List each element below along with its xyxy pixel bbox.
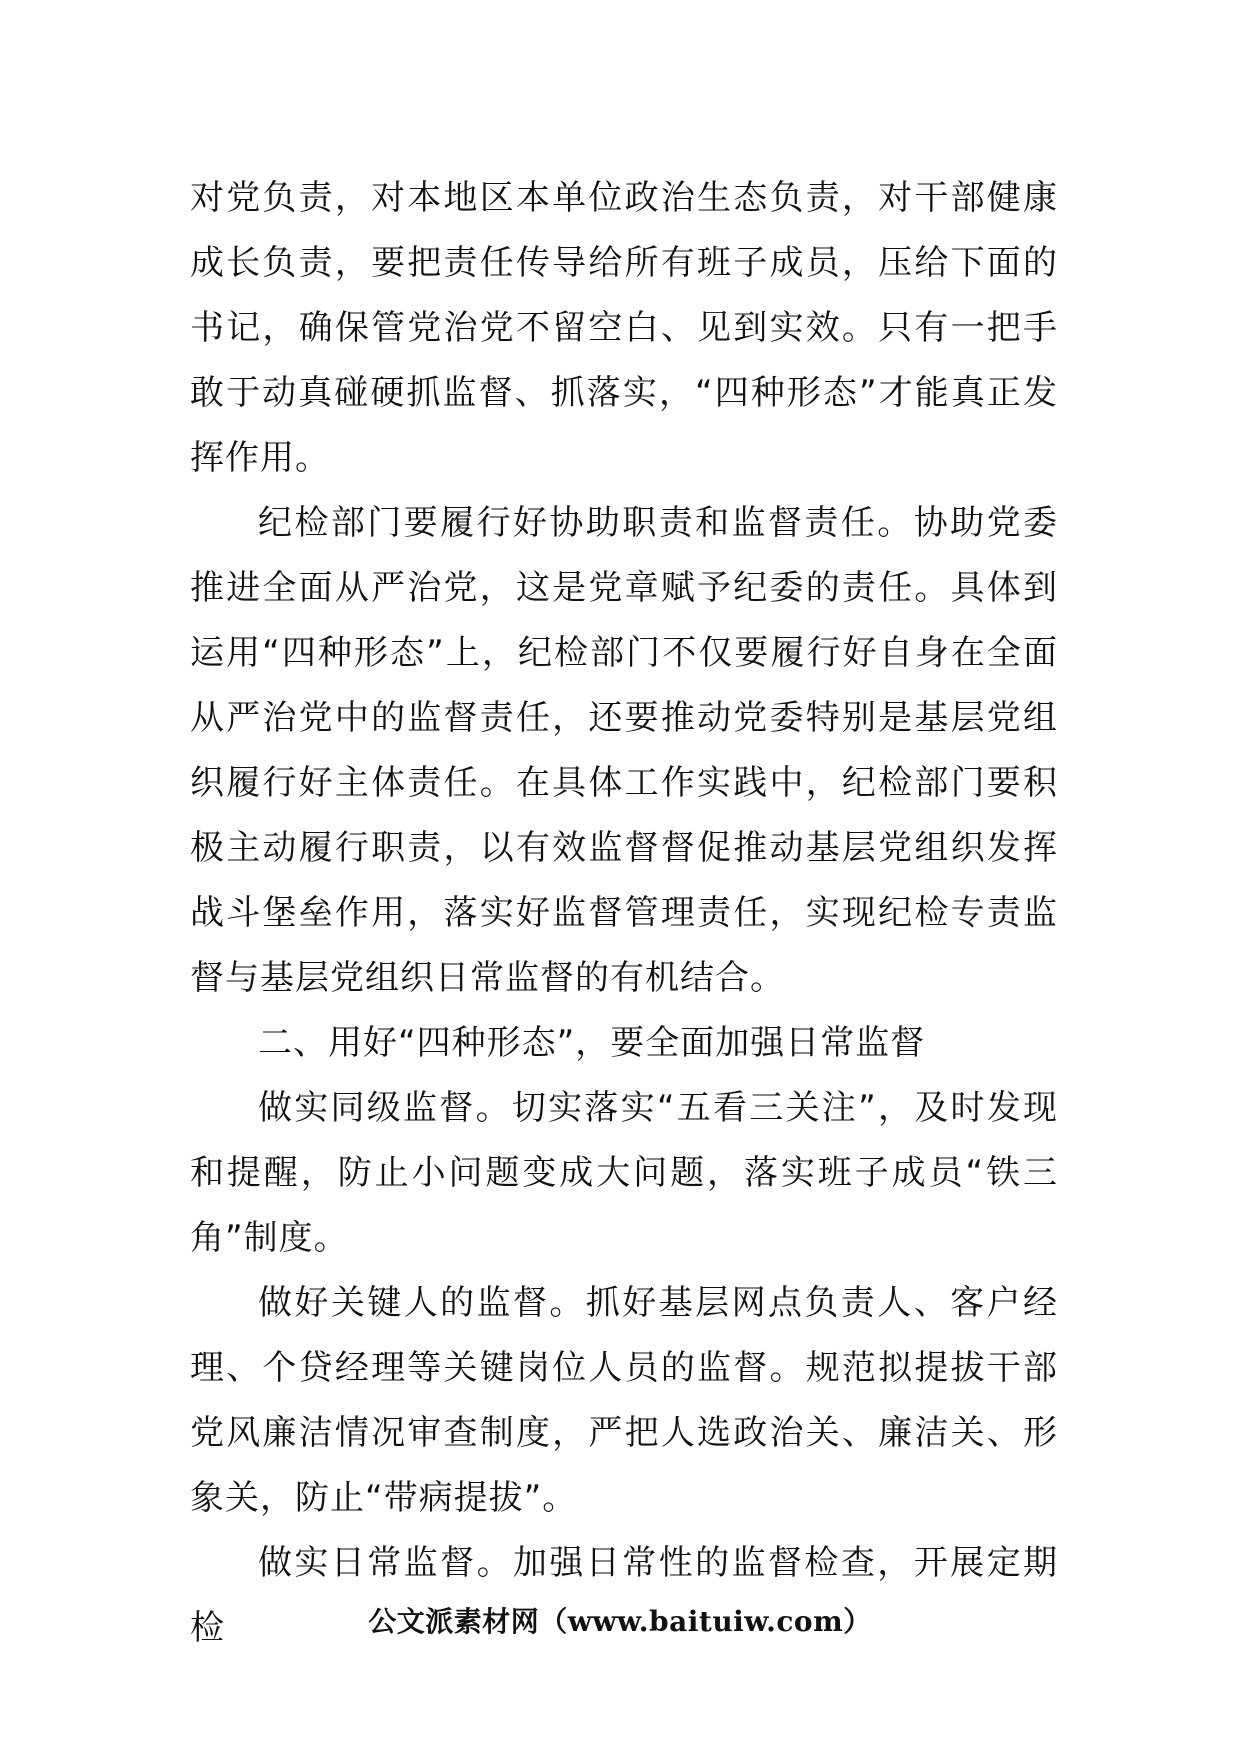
paragraph-3: 做实同级监督。切实落实“五看三关注”，及时发现和提醒，防止小问题变成大问题，落实班子成员“铁三角”制度。 [190, 1088, 1058, 1258]
paragraph-5: 做实日常监督。加强日常性的监督检查，开展定期检 [190, 1543, 1058, 1648]
section-heading: 二、用好“四种形态”，要全面加强日常监督 [258, 1023, 926, 1063]
document-body [190, 166, 1058, 1661]
paragraph-4: 做好关键人的监督。抓好基层网点负责人、客户经理、个贷经理等关键岗位人员的监督。规范拟提拔干部党风廉洁情况审查制度，严把人选政治关、廉洁关、形象关，防止“带病提拔”。 [190, 1283, 1058, 1518]
page-footer: 公文派素材网（www.baituiw.com） [368, 1605, 872, 1638]
paragraph-2: 纪检部门要履行好协助职责和监督责任。协助党委推进全面从严治党，这是党章赋予纪委的责任。具体到运用“四种形态”上，纪检部门不仅要履行好自身在全面从严治党中的监督责任，还要推动党委特别是基层党组织履行好主体责任。在具体工作实践中，纪检部门要积极主动履行职责，以有效监督督促推动基层党组织发挥战斗堡垒作用，落实好监督管理责任，实现纪检专责监督与基层党组织日常监督的有机结合。 [190, 503, 1058, 998]
paragraph-1: 对党负责，对本地区本单位政治生态负责，对干部健康成长负责，要把责任传导给所有班子成员，压给下面的书记，确保管党治党不留空白、见到实效。只有一把手敢于动真碰硬抓监督、抓落实，“四种形态”才能真正发挥作用。 [190, 178, 1058, 478]
